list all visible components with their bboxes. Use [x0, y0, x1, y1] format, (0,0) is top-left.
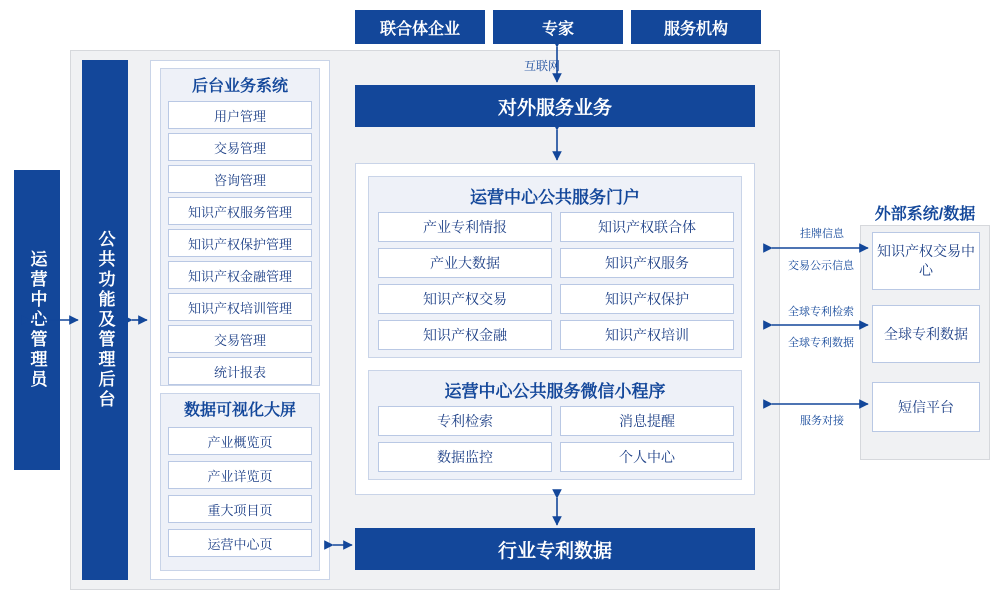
portal-item-label: 知识产权培训: [605, 327, 689, 343]
visual-board-item-label: 重大项目页: [207, 502, 273, 518]
backend-item-3[interactable]: [168, 197, 312, 225]
external-system-label: 短信平台: [898, 399, 954, 415]
backend-item-2[interactable]: [168, 165, 312, 193]
backend-item-1[interactable]: [168, 133, 312, 161]
visual-board-title: [160, 394, 320, 422]
external-service-box[interactable]: [355, 85, 755, 127]
miniprogram-item-2[interactable]: [378, 442, 552, 472]
top-entity-box-0[interactable]: [355, 10, 485, 44]
backend-item-5[interactable]: [168, 261, 312, 289]
operator-admin-box[interactable]: [14, 170, 60, 470]
backend-item-label: 知识产权保护管理: [187, 236, 292, 252]
backend-item-label: 交易管理: [213, 140, 266, 156]
portal-item-3[interactable]: [560, 248, 734, 278]
external-link-label-1-top: 全球专利检索: [788, 306, 854, 318]
visual-board-item-2[interactable]: [168, 495, 312, 523]
miniprogram-item-label: 专利检索: [437, 413, 493, 429]
miniprogram-item-label: 个人中心: [619, 449, 675, 465]
miniprogram-item-label: 数据监控: [437, 449, 493, 465]
portal-item-1[interactable]: [560, 212, 734, 242]
miniprogram-title: [368, 374, 742, 404]
top-entity-box-2[interactable]: [631, 10, 761, 44]
external-service-label: 对外服务业务: [497, 97, 612, 119]
top-entity-label: 专家: [541, 20, 574, 38]
backend-item-label: 知识产权培训管理: [187, 300, 292, 316]
visual-board-item-label: 运营中心页: [207, 536, 273, 552]
common-backend-label: 公共功能及管理后台: [95, 230, 115, 410]
common-backend-box[interactable]: [82, 60, 128, 580]
top-entity-box-1[interactable]: [493, 10, 623, 44]
external-system-label: 全球专利数据: [884, 325, 968, 342]
miniprogram-item-label: 消息提醒: [619, 413, 675, 429]
industry-data-label: 行业专利数据: [497, 540, 612, 562]
backend-item-label: 用户管理: [213, 108, 266, 124]
top-entity-label: 联合体企业: [379, 20, 460, 38]
portal-item-5[interactable]: [560, 284, 734, 314]
backend-item-4[interactable]: [168, 229, 312, 257]
backend-item-label: 咨询管理: [213, 172, 266, 188]
internet-label: 互联网: [523, 59, 560, 73]
portal-item-4[interactable]: [378, 284, 552, 314]
backend-system-title: [160, 70, 320, 98]
miniprogram-item-1[interactable]: [560, 406, 734, 436]
backend-item-7[interactable]: [168, 325, 312, 353]
external-system-1[interactable]: [872, 305, 980, 363]
external-system-2[interactable]: [872, 382, 980, 432]
backend-item-8[interactable]: [168, 357, 312, 385]
portal-item-label: 知识产权服务: [605, 255, 689, 271]
external-link-label-1-bottom: 全球专利数据: [788, 337, 854, 349]
portal-item-label: 知识产权联合体: [598, 219, 696, 235]
visual-board-item-label: 产业详览页: [207, 468, 273, 484]
portal-item-0[interactable]: [378, 212, 552, 242]
industry-data-box[interactable]: [355, 528, 755, 570]
portal-title-text: 运营中心公共服务门户: [470, 187, 640, 207]
backend-item-label: 统计报表: [213, 364, 266, 380]
portal-item-label: 知识产权金融: [423, 327, 507, 343]
backend-item-6[interactable]: [168, 293, 312, 321]
top-entity-label: 服务机构: [663, 20, 728, 38]
portal-item-6[interactable]: [378, 320, 552, 350]
miniprogram-item-0[interactable]: [378, 406, 552, 436]
visual-board-title-text: 数据可视化大屏: [183, 401, 296, 419]
portal-item-7[interactable]: [560, 320, 734, 350]
visual-board-item-1[interactable]: [168, 461, 312, 489]
portal-item-label: 产业专利情报: [423, 219, 507, 235]
backend-item-0[interactable]: [168, 101, 312, 129]
miniprogram-item-3[interactable]: [560, 442, 734, 472]
external-systems-title: [860, 200, 990, 224]
external-system-label: 知识产权交易中心: [877, 243, 975, 278]
portal-item-label: 知识产权保护: [605, 291, 689, 307]
backend-system-title-text: 后台业务系统: [191, 77, 288, 95]
operator-admin-label: 运营中心管理员: [27, 250, 47, 390]
visual-board-item-3[interactable]: [168, 529, 312, 557]
visual-board-item-0[interactable]: [168, 427, 312, 455]
miniprogram-title-text: 运营中心公共服务微信小程序: [444, 381, 666, 401]
backend-item-label: 知识产权服务管理: [187, 204, 292, 220]
external-link-label-0-bottom: 交易公示信息: [788, 260, 854, 272]
external-link-label-0-top: 挂牌信息: [800, 228, 844, 240]
portal-item-2[interactable]: [378, 248, 552, 278]
portal-title: [368, 180, 742, 210]
external-system-0[interactable]: [872, 232, 980, 290]
external-link-label-2-bottom: 服务对接: [800, 415, 844, 427]
portal-item-label: 产业大数据: [430, 255, 500, 271]
visual-board-item-label: 产业概览页: [207, 434, 273, 450]
backend-item-label: 知识产权金融管理: [187, 268, 292, 284]
portal-item-label: 知识产权交易: [423, 291, 507, 307]
external-systems-title-text: 外部系统/数据: [874, 205, 976, 223]
backend-item-label: 交易管理: [213, 332, 266, 348]
